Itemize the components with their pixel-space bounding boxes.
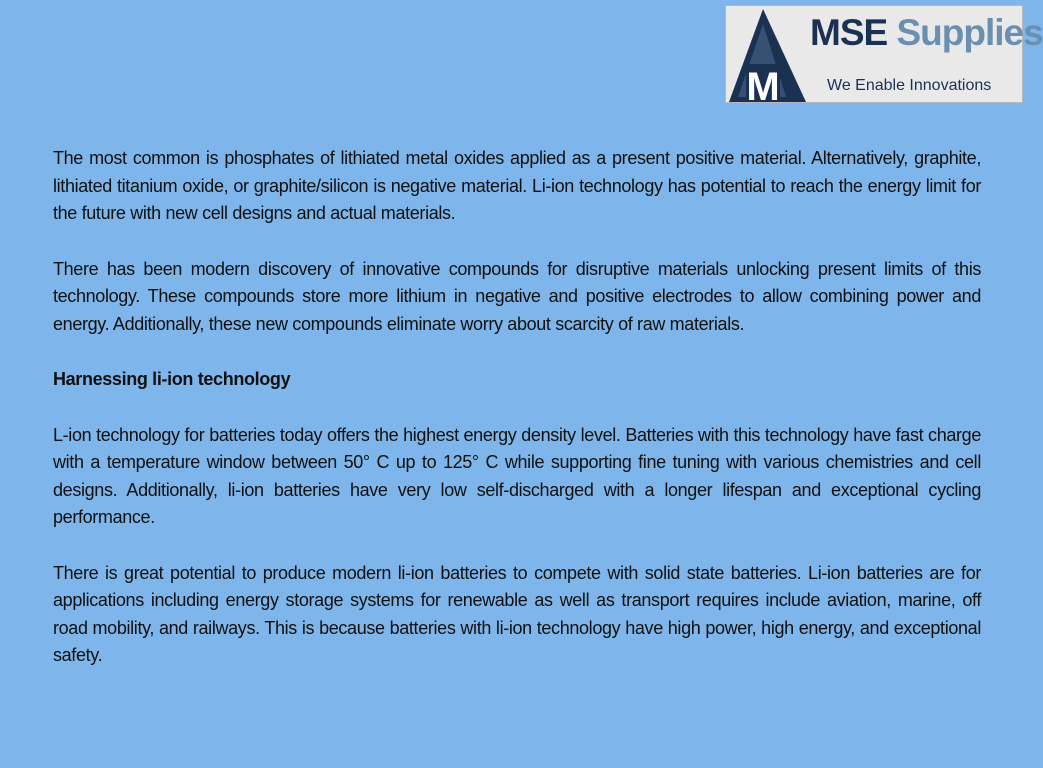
paragraph-energy-density: L-ion technology for batteries today offers the highest energy density level. Batteries with this technology have fast charge with a temperature window between 50° C up to 125° C while supporting fine tuning with various chemistries and cell designs. Additionally, li-ion batteries have very low self-discharged with a longer lifespan and exceptional cycling performance. — [53, 424, 981, 527]
paragraph-materials: The most common is phosphates of lithiated metal oxides applied as a present positive material. Alternatively, graphite, lithiated titanium oxide, or graphite/silicon is negative material. Li-ion technology has potential to reach the energy limit for the future with new cell designs and actual materials. — [53, 148, 981, 223]
mse-supplies-logo — [725, 5, 1043, 109]
logo-title-mse: MSE — [810, 12, 888, 53]
triangle-m-icon — [726, 6, 816, 109]
body-content — [53, 145, 981, 698]
logo-title — [810, 12, 1043, 54]
paragraph-applications: There is great potential to produce modern li-ion batteries to compete with solid state batteries. Li-ion batteries are for applications including energy storage systems for renewable as well as transport requires include aviation, marine, off road mobility, and railways. This is because batteries with li-ion technology have high power, high energy, and exceptional safety. — [53, 562, 981, 665]
logo-letter: M — [746, 65, 780, 109]
logo-tagline: We Enable Innovations — [827, 77, 992, 94]
logo-title-supplies: Supplies — [896, 12, 1043, 53]
section-heading: Harnessing li-ion technology — [53, 369, 291, 389]
paragraph-compounds: There has been modern discovery of innovative compounds for disruptive materials unlocking present limits of this technology. These compounds store more lithium in negative and positive electrodes to allow combining power and energy. Additionally, these new compounds eliminate worry about scarcity of raw materials. — [53, 258, 981, 334]
